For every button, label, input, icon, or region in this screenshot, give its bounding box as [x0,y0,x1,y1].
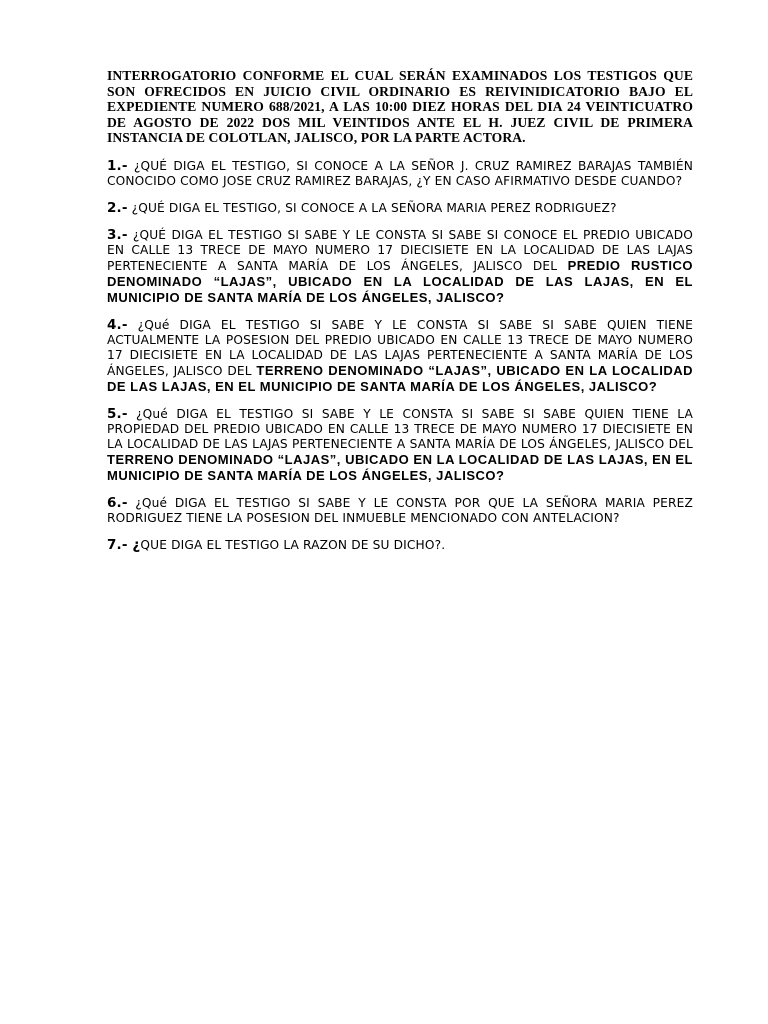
question-number: 4.- [107,316,128,333]
question-text: ¿Qué DIGA EL TESTIGO SI SABE Y LE CONSTA SI SABE SI SABE QUIEN TIENE LA PROPIEDAD DEL PREDIO UBICADO EN CALLE 13 TRECE DE MAYO NUMERO 17 DIECISIETE EN LA LOCALIDAD DE LAS LAJAS PERTENECIENTE A SANTA MARÍA DE LOS ÁNGELES, JALISCO DEL [107,406,693,451]
question-number: 5.- [107,405,128,422]
question-text: ¿Qué DIGA EL TESTIGO SI SABE Y LE CONSTA POR QUE LA SEÑORA MARIA PEREZ RODRIGUEZ TIENE LA POSESION DEL INMUEBLE MENCIONADO CON ANTELACION? [107,495,693,525]
document-page [107,68,693,565]
question-number: 1.- [107,157,128,174]
question-2 [107,201,693,216]
question-6 [107,496,693,526]
question-4 [107,318,693,395]
question-number: 6.- [107,494,128,511]
question-text: QUE DIGA EL TESTIGO LA RAZON DE SU DICHO?. [140,537,446,552]
question-bold-text: PREDIO RUSTICO DENOMINADO “LAJAS”, UBICADO EN LA LOCALIDAD DE LAS LAJAS, EN EL MUNICIPIO DE SANTA MARÍA DE LOS ÁNGELES, JALISCO? [107,257,693,305]
question-5 [107,407,693,484]
question-bold-text: TERRENO DENOMINADO “LAJAS”, UBICADO EN LA LOCALIDAD DE LAS LAJAS, EN EL MUNICIPIO DE SANTA MARÍA DE LOS ÁNGELES, JALISCO? [107,451,693,483]
question-number: 7.- ¿ [107,536,141,553]
question-3 [107,228,693,306]
question-text: ¿Qué DIGA EL TESTIGO SI SABE Y LE CONSTA SI SABE SI SABE QUIEN TIENE ACTUALMENTE LA POSESION DEL PREDIO UBICADO EN CALLE 13 TRECE DE MAYO NUMERO 17 DIECISIETE EN LA LOCALIDAD DE LAS LAJAS PERTENECIENTE A SANTA MARÍA DE LOS ÁNGELES, JALISCO DEL [107,317,693,378]
question-text: ¿QUÉ DIGA EL TESTIGO SI SABE Y LE CONSTA SI SABE SI CONOCE EL PREDIO UBICADO EN CALLE 13 TRECE DE MAYO NUMERO 17 DIECISIETE EN LA LOCALIDAD DE LAS LAJAS PERTENECIENTE A SANTA MARÍA DE LOS ÁNGELES, JALISCO DEL [107,227,693,273]
question-7 [107,538,693,553]
document-heading: INTERROGATORIO CONFORME EL CUAL SERÁN EXAMINADOS LOS TESTIGOS QUE SON OFRECIDOS EN JUICIO CIVIL ORDINARIO ES REIVINIDICATORIO BAJO EL EXPEDIENTE NUMERO 688/2021, A LAS 10:00 DIEZ HORAS DEL DIA 24 VEINTICUATRO DE AGOSTO DE 2022 DOS MIL VEINTIDOS ANTE EL H. JUEZ CIVIL DE PRIMERA INSTANCIA DE COLOTLAN, JALISCO, POR LA PARTE ACTORA. [107,68,693,145]
question-1 [107,159,693,189]
question-text: ¿QUÉ DIGA EL TESTIGO, SI CONOCE A LA SEÑORA MARIA PEREZ RODRIGUEZ? [127,200,617,215]
question-bold-text: TERRENO DENOMINADO “LAJAS”, UBICADO EN LA LOCALIDAD DE LAS LAJAS, EN EL MUNICIPIO DE SANTA MARÍA DE LOS ÁNGELES, JALISCO? [107,362,693,394]
question-number: 3.- [107,226,128,243]
question-number: 2.- [107,199,128,216]
question-text: ¿QUÉ DIGA EL TESTIGO, SI CONOCE A LA SEÑOR J. CRUZ RAMIREZ BARAJAS TAMBIÉN CONOCIDO COMO JOSE CRUZ RAMIREZ BARAJAS, ¿Y EN CASO AFIRMATIVO DESDE CUANDO? [107,158,693,188]
